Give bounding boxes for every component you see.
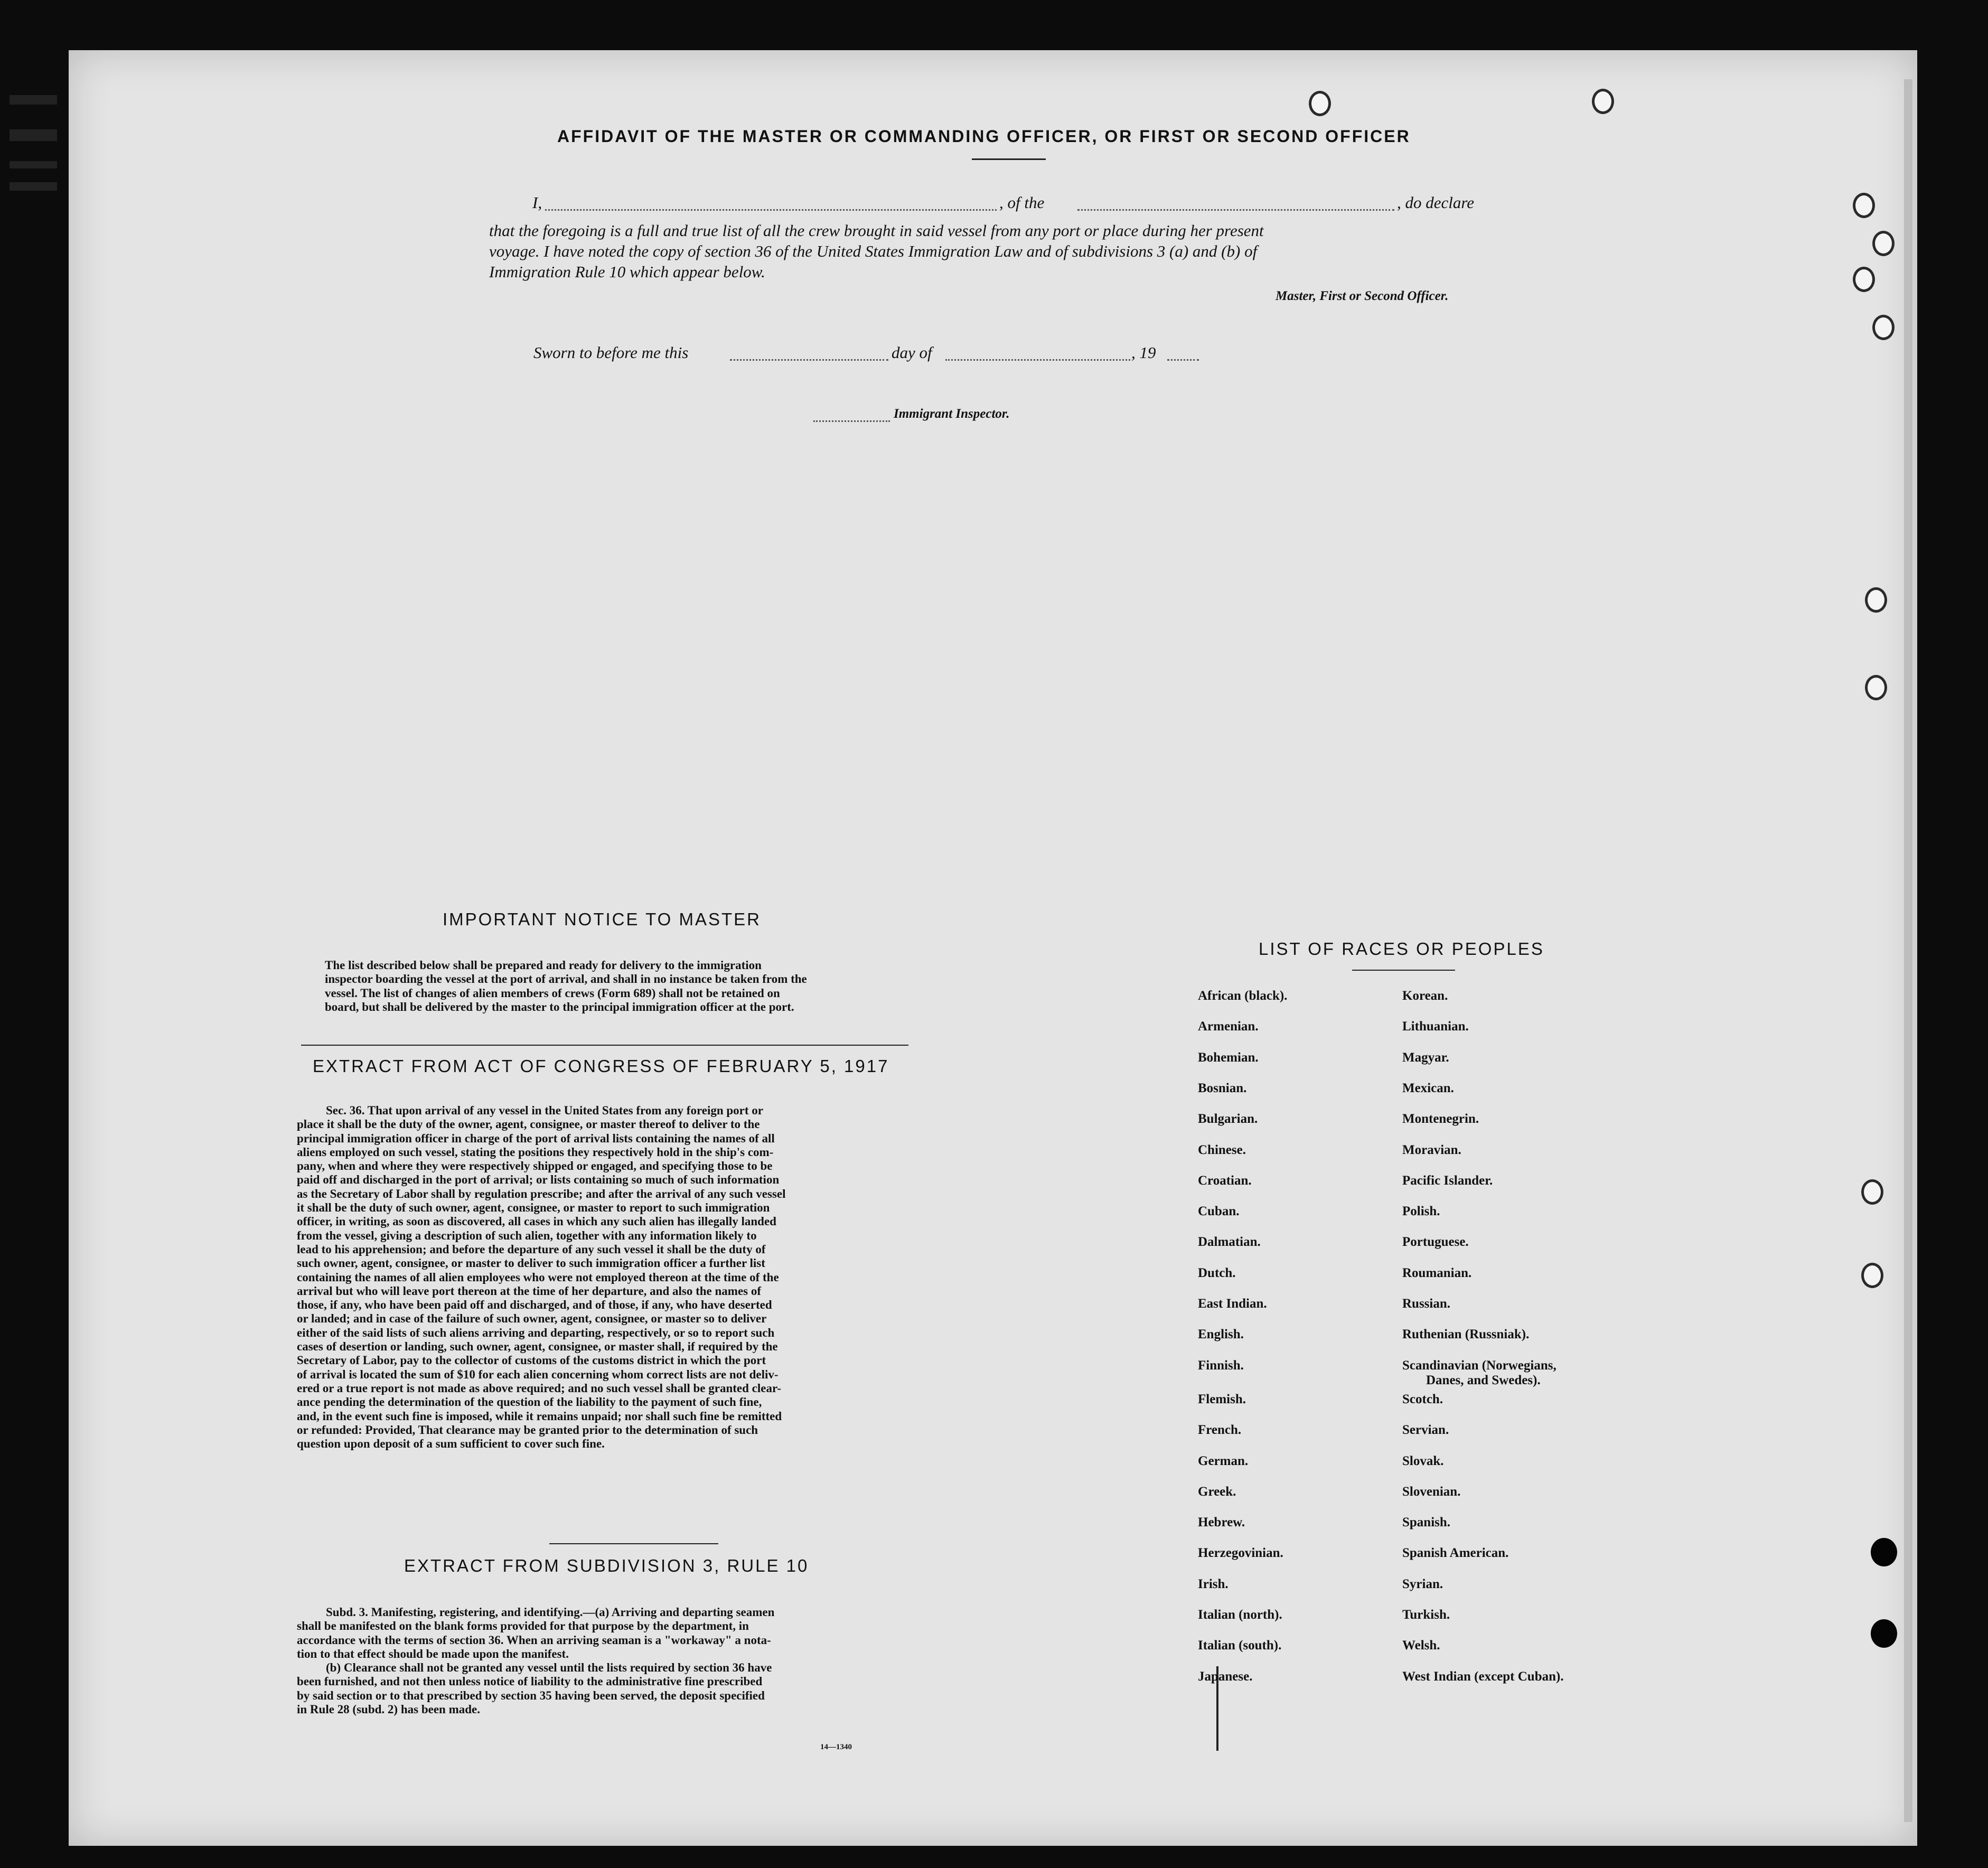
punch-hole — [1592, 89, 1614, 114]
punch-hole-filled — [1871, 1538, 1897, 1566]
act-line: or refunded: Provided, That clearance may be granted prior to the determination of such — [297, 1423, 758, 1437]
race-item: Welsh. — [1402, 1638, 1440, 1653]
race-item: German. — [1198, 1453, 1249, 1468]
punch-hole — [1865, 675, 1887, 700]
punch-hole — [1309, 91, 1331, 116]
race-item: Roumanian. — [1402, 1265, 1472, 1280]
race-item: West Indian (except Cuban). — [1402, 1669, 1564, 1684]
race-item: Moravian. — [1402, 1142, 1461, 1157]
affidavit-title-rule — [972, 158, 1046, 160]
race-item: Ruthenian (Russniak). — [1402, 1327, 1530, 1342]
race-item: Greek. — [1198, 1484, 1236, 1499]
race-item: African (black). — [1198, 989, 1288, 1003]
rule-line: in Rule 28 (subd. 2) has been made. — [297, 1703, 480, 1716]
name-field[interactable] — [545, 209, 997, 211]
affidavit-title: AFFIDAVIT OF THE MASTER OR COMMANDING OFFICER, OR FIRST OR SECOND OFFICER — [557, 127, 1411, 146]
rule-line: been furnished, and not then unless notice of liability to the administrative fine prescribed — [297, 1675, 763, 1688]
race-item: Mexican. — [1402, 1081, 1454, 1095]
act-line: Sec. 36. That upon arrival of any vessel in the United States from any foreign port or — [326, 1104, 763, 1117]
edge-mark — [10, 161, 57, 168]
race-item: Scandinavian (Norwegians, — [1402, 1358, 1556, 1373]
rule-extract-text — [297, 1606, 909, 1716]
act-line: from the vessel, giving a description of such alien, together with any information likely to — [297, 1228, 757, 1242]
inspector-signature-field[interactable] — [813, 420, 890, 422]
affidavit-body-line2: voyage. I have noted the copy of section 36 of the United States Immigration Law and of subdivisions 3 (a) and (b) of — [489, 242, 1258, 260]
sworn-label: Sworn to before me this — [533, 343, 689, 362]
act-line: pany, when and where they were respectively shipped or engaged, and specifying those to be — [297, 1159, 773, 1173]
vessel-field[interactable] — [1077, 209, 1394, 211]
race-item: Finnish. — [1198, 1358, 1244, 1373]
race-item: Turkish. — [1402, 1608, 1450, 1622]
race-item: Croatian. — [1198, 1173, 1252, 1188]
punch-hole — [1865, 587, 1887, 613]
punch-hole — [1872, 315, 1895, 340]
act-line: Secretary of Labor, pay to the collector of customs of the customs district in which the port — [297, 1354, 766, 1367]
act-line: ance pending the determination of the question of the liability to the payment of such fine, — [297, 1395, 762, 1409]
year-label: , 19 — [1131, 343, 1156, 362]
sworn-year-field[interactable] — [1167, 359, 1199, 361]
race-item: Polish. — [1402, 1204, 1440, 1219]
rule-line: Subd. 3. Manifesting, registering, and identifying.—(a) Arriving and departing seamen — [326, 1606, 775, 1619]
punch-hole — [1853, 193, 1875, 218]
race-item: Servian. — [1402, 1423, 1449, 1438]
act-line: paid off and discharged in the port of arrival; or lists containing so much of such information — [297, 1173, 780, 1187]
edge-mark — [10, 182, 57, 191]
notice-line: inspector boarding the vessel at the port of arrival, and shall in no instance be taken from the — [325, 972, 807, 986]
race-item: French. — [1198, 1423, 1242, 1438]
edge-mark — [10, 95, 57, 105]
race-item: Spanish. — [1402, 1515, 1451, 1530]
act-line: cases of desertion or landing, such owner, agent, consignee, or master shall, if required by the — [297, 1340, 778, 1354]
punch-hole — [1861, 1179, 1883, 1205]
race-item: Armenian. — [1198, 1019, 1259, 1034]
act-line: such owner, agent, consignee, or master to deliver to such immigration officer a further list — [297, 1256, 765, 1270]
race-item: English. — [1198, 1327, 1244, 1342]
notice-rule — [301, 1045, 908, 1046]
race-item: Magyar. — [1402, 1050, 1449, 1065]
affidavit-declare-label: , do declare — [1397, 193, 1475, 212]
race-item: Dalmatian. — [1198, 1235, 1261, 1250]
race-item: Slovenian. — [1402, 1484, 1461, 1499]
race-item: Pacific Islander. — [1402, 1173, 1493, 1188]
act-line: containing the names of all alien employees who were not employed thereon at the time of the — [297, 1270, 779, 1284]
affidavit-i-label: I, — [532, 193, 542, 212]
signature-caption: Master, First or Second Officer. — [1276, 289, 1449, 303]
act-line: lead to his apprehension; and before the departure of any such vessel it shall be the duty of — [297, 1242, 766, 1256]
act-line: principal immigration officer in charge of the port of arrival lists containing the names of all — [297, 1131, 775, 1145]
affidavit-body-line1: that the foregoing is a full and true list of all the crew brought in said vessel from any port or place during her present — [489, 221, 1264, 240]
act-line: either of the said lists of such aliens arriving and departing, respectively, or so to report such — [297, 1326, 775, 1339]
rule-line: (b) Clearance shall not be granted any vessel until the lists required by section 36 have — [326, 1661, 772, 1675]
act-extract-rule — [549, 1543, 718, 1544]
notice-line: vessel. The list of changes of alien members of crews (Form 689) shall not be retained on — [325, 986, 780, 1000]
act-line: and, in the event such fine is imposed, while it remains unpaid; nor shall such fine be remitted — [297, 1409, 782, 1423]
page-edge — [1904, 79, 1912, 1822]
form-number: 14—1340 — [820, 1743, 852, 1751]
punch-hole — [1853, 267, 1875, 292]
affidavit-of-the-label: , of the — [999, 193, 1045, 212]
act-line: it shall be the duty of such owner, agent, consignee, or master to report to such immigration — [297, 1201, 770, 1215]
race-item: Dutch. — [1198, 1265, 1236, 1280]
race-item: Bulgarian. — [1198, 1112, 1258, 1127]
race-item: Slovak. — [1402, 1453, 1444, 1468]
race-item: Herzegovinian. — [1198, 1546, 1283, 1561]
act-line: arrival but who will leave port thereon at the time of her departure, and also the names of — [297, 1284, 762, 1298]
act-line: as the Secretary of Labor shall by regulation prescribe; and after the arrival of any such vessel — [297, 1187, 786, 1200]
notice-line: board, but shall be delivered by the master to the principal immigration officer at the port. — [325, 1000, 794, 1013]
edge-mark — [10, 129, 57, 141]
race-item: East Indian. — [1198, 1297, 1267, 1311]
rule-line: accordance with the terms of section 36. When an arriving seaman is a "workaway" a nota- — [297, 1633, 771, 1647]
act-extract-title: EXTRACT FROM ACT OF CONGRESS OF FEBRUARY 5, 1917 — [313, 1056, 889, 1076]
race-item: Scotch. — [1402, 1392, 1443, 1406]
notice-line: The list described below shall be prepared and ready for delivery to the immigration — [325, 959, 762, 972]
race-item: Lithuanian. — [1402, 1019, 1469, 1034]
race-item-continuation: Danes, and Swedes). — [1426, 1373, 1541, 1387]
race-item: Portuguese. — [1402, 1235, 1469, 1250]
act-line: of arrival is located the sum of $10 for each alien concerning whom correct lists are not deliv- — [297, 1367, 779, 1381]
rule-line: by said section or to that prescribed by section 35 having been served, the deposit specified — [297, 1688, 765, 1702]
act-line: question upon deposit of a sum sufficient to cover such fine. — [297, 1437, 605, 1451]
notice-text — [325, 959, 911, 1014]
race-item: Japanese. — [1198, 1669, 1253, 1684]
races-title: LIST OF RACES OR PEOPLES — [1259, 939, 1544, 959]
races-title-rule — [1352, 970, 1455, 971]
race-item: Irish. — [1198, 1576, 1229, 1591]
race-item: Cuban. — [1198, 1204, 1240, 1219]
race-item: Syrian. — [1402, 1576, 1443, 1591]
affidavit-body-line3: Immigration Rule 10 which appear below. — [489, 262, 765, 281]
act-line: aliens employed on such vessel, stating the positions they respectively hold in the ship's com- — [297, 1145, 774, 1159]
race-item: Russian. — [1402, 1297, 1451, 1311]
sworn-month-field[interactable] — [945, 359, 1130, 361]
punch-hole-filled — [1871, 1619, 1897, 1648]
race-item: Hebrew. — [1198, 1515, 1245, 1530]
race-item: Bosnian. — [1198, 1081, 1247, 1095]
act-line: those, if any, who have been paid off and discharged, and of those, if any, who have deserted — [297, 1298, 772, 1312]
punch-hole — [1872, 231, 1895, 256]
act-line: ered or a true report is not made as above required; and no such vessel shall be granted clear- — [297, 1381, 781, 1395]
race-item: Flemish. — [1198, 1392, 1246, 1406]
race-item: Montenegrin. — [1402, 1112, 1479, 1127]
race-item: Italian (south). — [1198, 1638, 1282, 1653]
race-item: Korean. — [1402, 989, 1448, 1003]
rule-extract-title: EXTRACT FROM SUBDIVISION 3, RULE 10 — [404, 1556, 809, 1575]
sworn-day-field[interactable] — [730, 359, 888, 361]
inspector-caption: Immigrant Inspector. — [894, 407, 1010, 421]
race-item: Bohemian. — [1198, 1050, 1259, 1065]
act-line: or landed; and in case of the failure of such owner, agent, consignee, or master so to deliver — [297, 1312, 767, 1326]
race-item: Spanish American. — [1402, 1546, 1509, 1561]
act-line: officer, in writing, as soon as discovered, all cases in which any such alien has illegally landed — [297, 1215, 776, 1228]
rule-line: tion to that effect should be made upon the manifest. — [297, 1647, 569, 1660]
race-item: Chinese. — [1198, 1142, 1246, 1157]
act-extract-text — [297, 1104, 909, 1451]
race-item: Italian (north). — [1198, 1608, 1282, 1622]
punch-hole — [1861, 1263, 1883, 1288]
notice-title: IMPORTANT NOTICE TO MASTER — [443, 909, 762, 929]
act-line: place it shall be the duty of the owner, agent, consignee, or master thereof to deliver to the — [297, 1118, 760, 1131]
document-page — [69, 50, 1917, 1846]
rule-line: shall be manifested on the blank forms provided for that purpose by the department, in — [297, 1619, 749, 1633]
day-of-label: day of — [892, 343, 932, 362]
